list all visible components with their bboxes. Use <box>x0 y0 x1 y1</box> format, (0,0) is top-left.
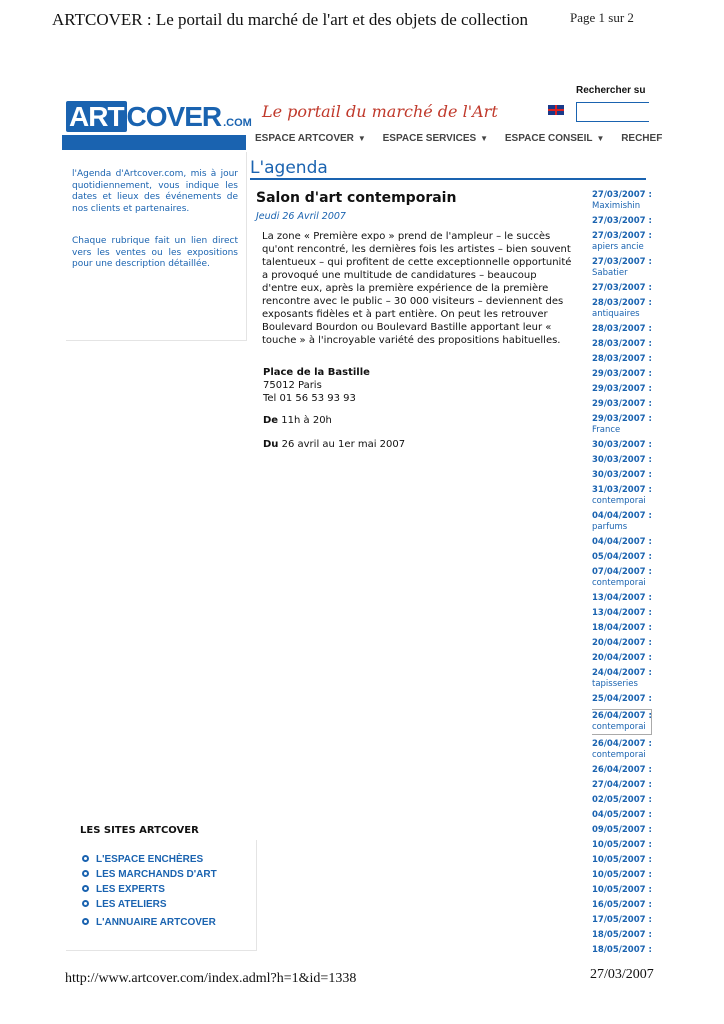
event-list-name: contemporai <box>592 750 646 760</box>
event-list-date: 04/04/2007 : <box>592 511 652 521</box>
event-list-name: Sabatier <box>592 268 628 278</box>
logo-blue-bar <box>62 135 246 150</box>
event-list-name: apiers ancie <box>592 242 644 252</box>
event-list-date: 02/05/2007 : <box>592 795 652 805</box>
event-list-date: 09/05/2007 : <box>592 825 652 835</box>
dates-value: 26 avril au 1er mai 2007 <box>281 439 406 450</box>
site-link-label: LES ATELIERS <box>96 899 167 910</box>
event-list-item[interactable] <box>592 552 652 563</box>
event-list-name: contemporai <box>592 578 646 588</box>
nav-espace-services[interactable] <box>383 133 488 144</box>
nav-recherche[interactable] <box>621 133 662 144</box>
event-list-item[interactable] <box>592 414 652 436</box>
print-footer-url: http://www.artcover.com/index.adml?h=1&id=1338 <box>65 971 357 986</box>
event-list-item[interactable] <box>592 369 652 380</box>
event-list-date: 27/03/2007 : <box>592 216 652 226</box>
event-list-date: 30/03/2007 : <box>592 455 652 465</box>
event-list-name: France <box>592 425 621 435</box>
event-list-date: 30/03/2007 : <box>592 440 652 450</box>
event-list-item[interactable] <box>592 810 652 821</box>
event-list-item[interactable] <box>592 354 652 365</box>
event-list-item[interactable] <box>592 638 652 649</box>
event-list-date: 29/03/2007 : <box>592 399 652 409</box>
site-link-experts[interactable] <box>82 882 217 897</box>
event-list-date: 27/04/2007 : <box>592 780 652 790</box>
event-list-item[interactable] <box>592 739 652 761</box>
print-page-number: Page 1 sur 2 <box>570 10 634 25</box>
logo-com: .COM <box>223 117 252 129</box>
event-list-date: 26/04/2007 : <box>592 765 652 775</box>
event-list-item[interactable] <box>592 885 652 896</box>
main-nav <box>255 133 676 144</box>
hours-value: 11h à 20h <box>281 415 332 426</box>
sidebar-intro: l'Agenda d'Artcover.com, mis à jour quotidiennement, vous indique les dates et lieux des événements de nos clients et partenaires. <box>72 169 238 214</box>
agenda-title: L'agenda <box>250 158 328 178</box>
site-link-label: LES MARCHANDS D'ART <box>96 869 217 880</box>
circle-bullet-icon <box>82 855 89 862</box>
event-list-item[interactable] <box>592 593 652 604</box>
site-tagline: Le portail du marché de l'Art <box>262 102 498 121</box>
nav-label: ESPACE CONSEIL <box>504 133 593 144</box>
event-description: La zone « Première expo » prend de l'ampleur – le succès qu'ont rencontré, les dernières fois les artistes – bien souvent talentueux – qui profitent de cette exceptionnelle opportunité a provoqué une multitude de candidatures – beaucoup d'entre eux, après la première expérience de la première rencontre avec le public – 30 000 visiteurs – deviennent des exposants fidèles et à part entière. On peut les retrouver Boulevard Bourdon ou Boulevard Bastille apportant leur « touche » à l'incroyable variété des propositions habituelles. <box>262 231 572 346</box>
site-link-label: L'ESPACE ENCHÈRES <box>96 854 204 865</box>
event-list-date: 16/05/2007 : <box>592 900 652 910</box>
event-hours <box>263 415 332 426</box>
event-list-date: 13/04/2007 : <box>592 593 652 603</box>
event-list-date: 04/04/2007 : <box>592 537 652 547</box>
event-list-date: 25/04/2007 : <box>592 694 652 704</box>
event-list-date: 04/05/2007 : <box>592 810 652 820</box>
sidebar-info <box>66 152 247 341</box>
event-list-item[interactable] <box>592 668 652 690</box>
event-list-item[interactable] <box>592 608 652 619</box>
event-list-date: 10/05/2007 : <box>592 885 652 895</box>
hours-label: De <box>263 415 279 426</box>
event-title: Salon d'art contemporain <box>256 190 457 206</box>
event-list-date: 05/04/2007 : <box>592 552 652 562</box>
event-list-item[interactable] <box>592 298 652 320</box>
nav-label: RECHEF <box>621 133 663 144</box>
event-list-date: 27/03/2007 : <box>592 190 652 200</box>
event-list-date: 28/03/2007 : <box>592 298 652 308</box>
event-list-date: 07/04/2007 : <box>592 567 652 577</box>
event-list-name: Maximishin <box>592 201 641 211</box>
event-list-date: 27/03/2007 : <box>592 283 652 293</box>
nav-label: ESPACE ARTCOVER <box>255 133 354 144</box>
event-list-item[interactable] <box>592 709 652 735</box>
search-label: Rechercher su <box>576 85 646 96</box>
event-list-item[interactable] <box>592 511 652 533</box>
event-list-item[interactable] <box>592 825 652 836</box>
site-link-annuaire[interactable] <box>82 915 217 930</box>
site-link-encheres[interactable] <box>82 852 217 867</box>
event-list-date: 10/05/2007 : <box>592 870 652 880</box>
event-list-item[interactable] <box>592 537 652 548</box>
event-list-item[interactable] <box>592 470 652 481</box>
event-list-date: 29/03/2007 : <box>592 414 652 424</box>
event-list-item[interactable] <box>592 945 652 956</box>
event-list-date: 30/03/2007 : <box>592 470 652 480</box>
event-list-item[interactable] <box>592 231 652 253</box>
nav-label: ESPACE SERVICES <box>382 133 477 144</box>
event-list-date: 18/04/2007 : <box>592 623 652 633</box>
event-list-item[interactable] <box>592 795 652 806</box>
event-list-date: 17/05/2007 : <box>592 915 652 925</box>
sites-list <box>82 852 217 930</box>
event-list-date: 26/04/2007 : <box>592 739 652 749</box>
event-list-date: 27/03/2007 : <box>592 231 652 241</box>
event-list-date: 20/04/2007 : <box>592 653 652 663</box>
event-list-name: contemporai <box>592 722 646 732</box>
event-list-item[interactable] <box>592 567 652 589</box>
event-list-item[interactable] <box>592 623 652 634</box>
circle-bullet-icon <box>82 870 89 877</box>
event-list-item[interactable] <box>592 653 652 664</box>
event-list-date: 27/03/2007 : <box>592 257 652 267</box>
event-list-item[interactable] <box>592 855 652 866</box>
event-list-item[interactable] <box>592 216 652 227</box>
search-input[interactable] <box>576 102 649 122</box>
event-list-item[interactable] <box>592 440 652 451</box>
event-list-item[interactable] <box>592 324 652 335</box>
event-dates <box>263 439 405 450</box>
event-list-item[interactable] <box>592 339 652 350</box>
caret-down-icon: ▼ <box>480 134 489 143</box>
event-list-date: 29/03/2007 : <box>592 369 652 379</box>
event-list-date: 28/03/2007 : <box>592 339 652 349</box>
event-list-date: 28/03/2007 : <box>592 354 652 364</box>
caret-down-icon: ▼ <box>596 134 605 143</box>
event-date-list <box>592 190 652 960</box>
event-date: Jeudi 26 Avril 2007 <box>256 211 346 222</box>
site-link-label: LES EXPERTS <box>96 884 165 895</box>
event-list-name: tapisseries <box>592 679 638 689</box>
site-link-ateliers[interactable] <box>82 897 217 912</box>
event-list-item[interactable] <box>592 694 652 705</box>
event-list-date: 10/05/2007 : <box>592 840 652 850</box>
artcover-logo[interactable] <box>62 85 252 150</box>
event-list-item[interactable] <box>592 930 652 941</box>
event-list-item[interactable] <box>592 190 652 212</box>
place-name: Place de la Bastille <box>263 367 370 378</box>
event-list-item[interactable] <box>592 900 652 911</box>
event-list-date: 24/04/2007 : <box>592 668 652 678</box>
uk-flag-icon[interactable] <box>548 105 564 115</box>
event-list-name: contemporai <box>592 496 646 506</box>
logo-art: ART <box>66 101 127 132</box>
event-list-item[interactable] <box>592 840 652 851</box>
event-list-item[interactable] <box>592 870 652 881</box>
event-list-date: 20/04/2007 : <box>592 638 652 648</box>
event-list-item[interactable] <box>592 780 652 791</box>
caret-down-icon: ▼ <box>357 134 366 143</box>
event-list-item[interactable] <box>592 765 652 776</box>
place-city: 75012 Paris <box>263 380 322 391</box>
event-list-item[interactable] <box>592 283 652 294</box>
event-list-date: 18/05/2007 : <box>592 930 652 940</box>
circle-bullet-icon <box>82 885 89 892</box>
logo-cover: COVER <box>126 101 222 132</box>
circle-bullet-icon <box>82 918 89 925</box>
event-list-date: 28/03/2007 : <box>592 324 652 334</box>
event-list-date: 31/03/2007 : <box>592 485 652 495</box>
nav-espace-artcover[interactable] <box>255 133 366 144</box>
event-list-date: 10/05/2007 : <box>592 855 652 865</box>
sites-title: LES SITES ARTCOVER <box>80 825 199 836</box>
event-list-date: 26/04/2007 : <box>592 711 652 721</box>
print-footer-date: 27/03/2007 <box>590 967 654 982</box>
sidebar-note: Chaque rubrique fait un lien direct vers les ventes ou les expositions pour une description détaillée. <box>72 236 238 269</box>
agenda-divider <box>250 178 646 180</box>
event-list-item[interactable] <box>592 399 652 410</box>
event-location <box>263 366 370 405</box>
site-link-label: L'ANNUAIRE ARTCOVER <box>96 917 216 928</box>
event-list-item[interactable] <box>592 384 652 395</box>
logo-text <box>66 101 252 133</box>
print-header: ARTCOVER : Le portail du marché de l'art et des objets de collection <box>52 10 529 29</box>
nav-espace-conseil[interactable] <box>505 133 605 144</box>
event-list-date: 13/04/2007 : <box>592 608 652 618</box>
event-list-item[interactable] <box>592 915 652 926</box>
circle-bullet-icon <box>82 900 89 907</box>
event-list-date: 18/05/2007 : <box>592 945 652 955</box>
place-tel: Tel 01 56 53 93 93 <box>263 393 356 404</box>
event-list-item[interactable] <box>592 455 652 466</box>
dates-label: Du <box>263 439 279 450</box>
event-list-item[interactable] <box>592 485 652 507</box>
site-link-marchands[interactable] <box>82 867 217 882</box>
event-list-name: antiquaires <box>592 309 640 319</box>
event-list-date: 29/03/2007 : <box>592 384 652 394</box>
event-list-item[interactable] <box>592 257 652 279</box>
event-list-name: parfums <box>592 522 628 532</box>
